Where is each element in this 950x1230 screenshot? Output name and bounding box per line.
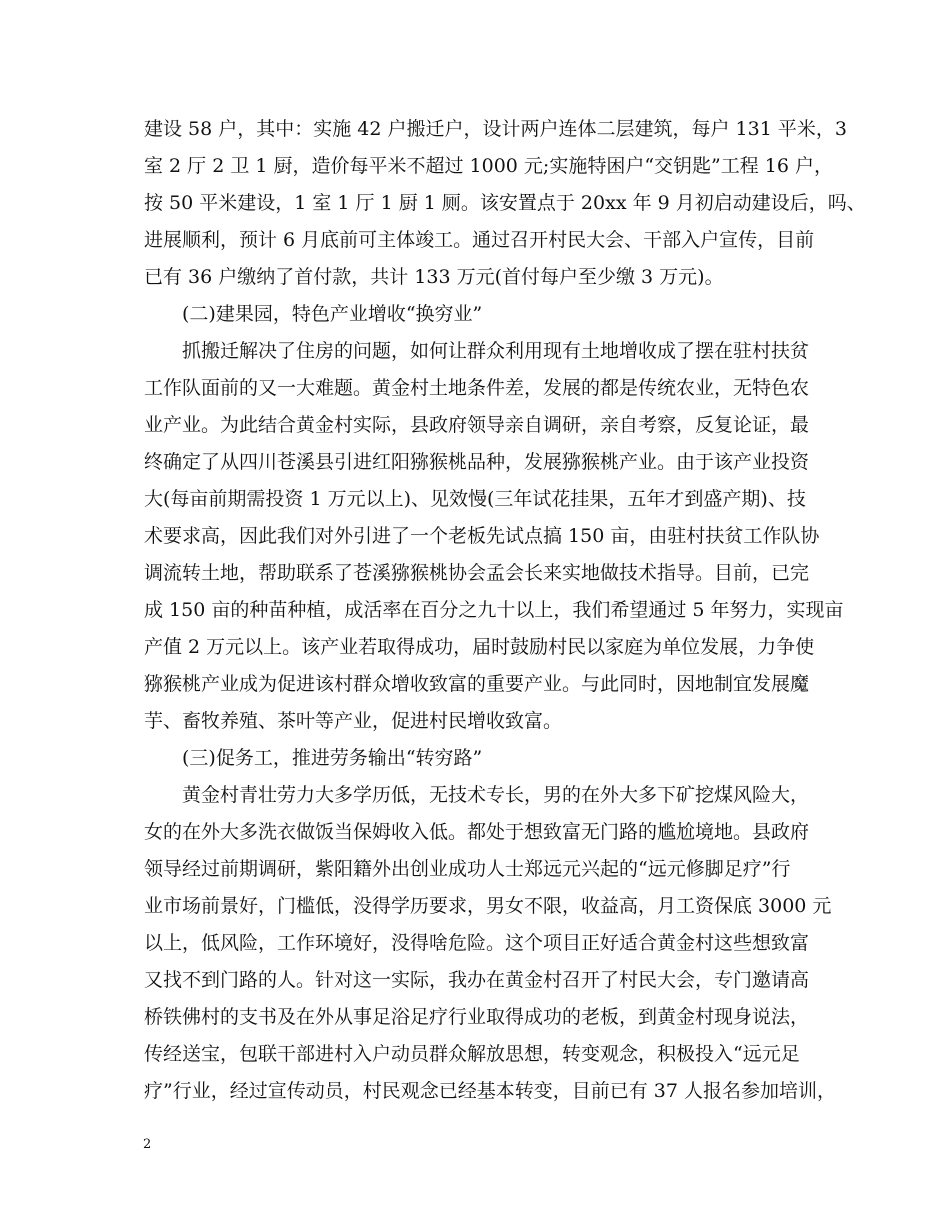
text-line: 产值 2 万元以上。该产业若取得成功，届时鼓励村民以家庭为单位发展，力争使	[144, 636, 815, 658]
text-line: 女的在外大多洗衣做饭当保姆收入低。都处于想致富无门路的尴尬境地。县政府	[144, 821, 810, 843]
text-line: 以上，低风险，工作环境好，没得啥危险。这个项目正好适合黄金村这些想致富	[144, 932, 810, 954]
text-line: 工作队面前的又一大难题。黄金村土地条件差，发展的都是传统农业，无特色农	[144, 377, 810, 399]
text-line: 终确定了从四川苍溪县引进红阳猕猴桃品种，发展猕猴桃产业。由于该产业投资	[144, 451, 810, 473]
section-heading: (三)促务工，推进劳务输出“转穷路”	[182, 747, 483, 769]
text-line: 业市场前景好，门槛低，没得学历要求，男女不限，收益高，月工资保底 3000 元	[144, 895, 832, 917]
text-line: 黄金村青壮劳力大多学历低，无技术专长，男的在外大多下矿挖煤风险大，	[182, 784, 810, 806]
section-heading: (二)建果园，特色产业增收“换穷业”	[182, 303, 483, 325]
page-number: 2	[143, 1137, 152, 1152]
text-line: 按 50 平米建设，1 室 1 厅 1 厨 1 厕。该安置点于 20xx 年 9 月初启动建设后，吗、	[144, 192, 866, 214]
text-line: 猕猴桃产业成为促进该村群众增收致富的重要产业。与此同时，因地制宜发展魔	[144, 673, 810, 695]
text-line: 桥铁佛村的支书及在外从事足浴足疗行业取得成功的老板，到黄金村现身说法，	[144, 1006, 810, 1028]
text-line: 进展顺利，预计 6 月底前可主体竣工。通过召开村民大会、干部入户宣传，目前	[144, 229, 815, 251]
text-line: 调流转土地，帮助联系了苍溪猕猴桃协会孟会长来实地做技术指导。目前，已完	[144, 562, 810, 584]
text-line: 已有 36 户缴纳了首付款，共计 133 万元(首付每户至少缴 3 万元)。	[144, 266, 724, 288]
text-line: 疗”行业，经过宣传动员，村民观念已经基本转变，目前已有 37 人报名参加培训，	[144, 1080, 836, 1102]
text-line: 大(每亩前期需投资 1 万元以上)、见效慢(三年试花挂果，五年才到盛产期)、技	[144, 488, 806, 510]
text-line: 成 150 亩的种苗种植，成活率在百分之九十以上，我们希望通过 5 年努力，实现亩	[144, 599, 844, 621]
text-line: 传经送宝，包联干部进村入户动员群众解放思想，转变观念，积极投入“远元足	[144, 1043, 800, 1065]
text-line: 建设 58 户，其中：实施 42 户搬迁户，设计两户连体二层建筑，每户 131 平米，3	[144, 118, 847, 140]
text-line: 抓搬迁解决了住房的问题，如何让群众利用现有土地增收成了摆在驻村扶贫	[182, 340, 810, 362]
text-line: 室 2 厅 2 卫 1 厨，造价每平米不超过 1000 元;实施特困户“交钥匙”工程 16 户，	[144, 155, 834, 177]
text-line: 芋、畜牧养殖、茶叶等产业，促进村民增收致富。	[144, 710, 563, 732]
text-line: 术要求高，因此我们对外引进了一个老板先试点搞 150 亩，由驻村扶贫工作队协	[144, 525, 820, 547]
text-line: 又找不到门路的人。针对这一实际，我办在黄金村召开了村民大会，专门邀请高	[144, 969, 810, 991]
text-line: 业产业。为此结合黄金村实际，县政府领导亲自调研，亲自考察，反复论证，最	[144, 414, 810, 436]
text-line: 领导经过前期调研，紫阳籍外出创业成功人士郑远元兴起的“远元修脚足疗”行	[144, 858, 791, 880]
